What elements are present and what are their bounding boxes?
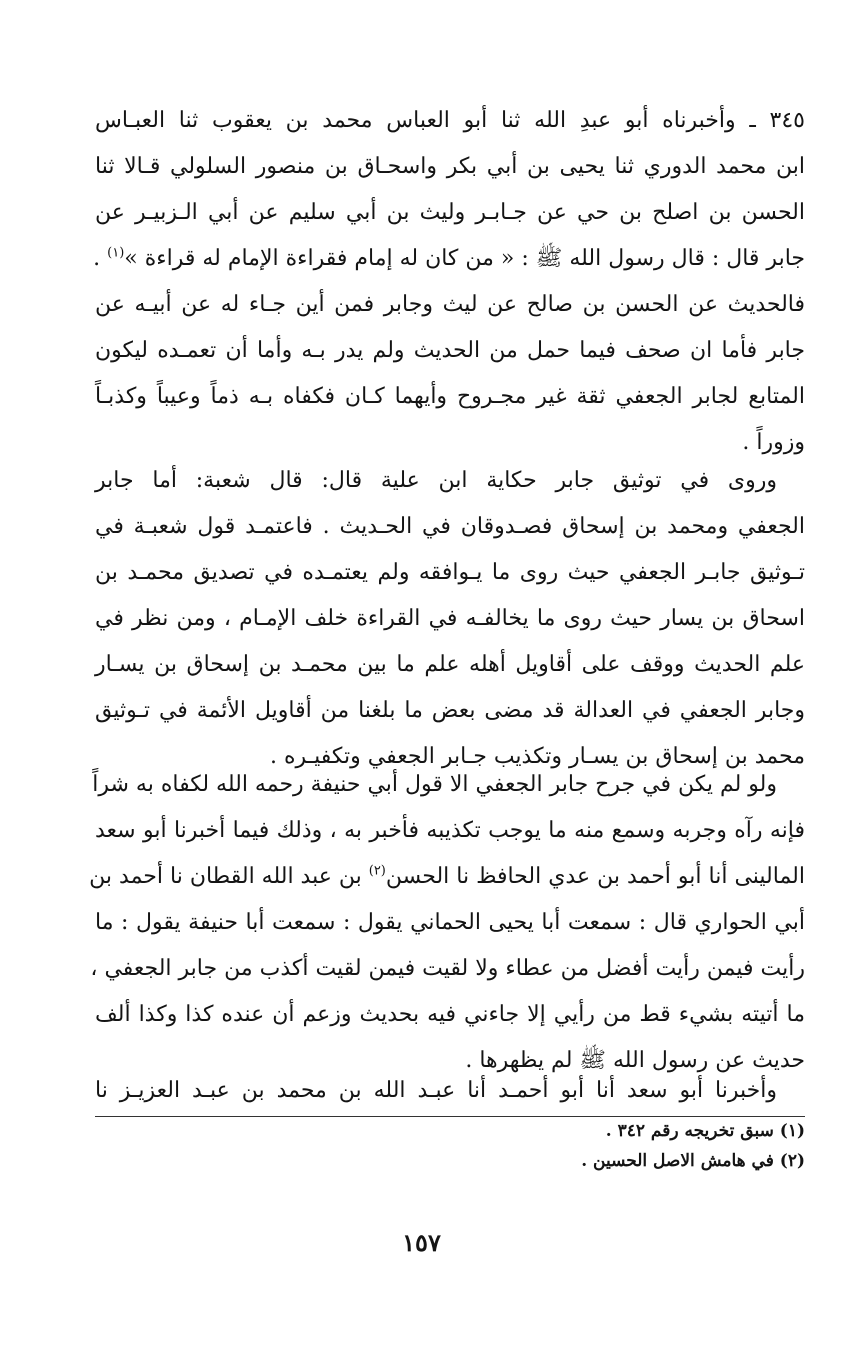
footnote-2: (٢) في هامش الاصل الحسين .	[581, 1151, 805, 1171]
chain-text-cont: بن عبد الله القطان نا أحمد بن	[89, 864, 369, 889]
text-line: الجعفي ومحمد بن إسحاق فصـدوقان في الحـديث . فاعتمـد قول شعبـة في	[95, 514, 805, 539]
text-line: فالحديث عن الحسن بن صالح عن ليث وجابر فمن أين جـاء له عن أبيـه عن	[95, 292, 805, 317]
text-line: ما أتيته بشيء قط من رأيي إلا جاءني فيه بحديث وزعم أن عنده كذا وكذا ألف	[95, 1002, 805, 1027]
text-line: وزوراً .	[742, 430, 805, 455]
text-line: رأيت فيمن رأيت أفضل من عطاء ولا لقيت فيمن لقيت أكذب من جابر الجعفي ،	[90, 956, 805, 981]
text-line: وجابر الجعفي في العدالة قد مضى بعض ما بلغنا من أقاويل الأئمة في تـوثيق	[95, 698, 805, 723]
text-line: المتابع لجابر الجعفي ثقة غير مجـروح وأيهما كـان فكفاه بـه ذماً وعيباً وكذبـاً	[95, 384, 805, 409]
text-line	[89, 854, 805, 900]
text-line: أبي الحواري قال : سمعت أبا يحيى الحماني يقول : سمعت أبا حنيفة يقول : ما	[95, 910, 805, 935]
text-line: حديث عن رسول الله ﷺ لم يظهرها .	[465, 1048, 805, 1073]
hadith-345	[95, 98, 805, 466]
text-line: علم الحديث ووقف على أقاويل أهله علم ما بين محمـد بن إسحاق بن يسـار	[95, 652, 805, 677]
text-line: اسحاق بن يسار حيث روى ما يخالفـه في القراءة خلف الإمـام ، ومن نظر في	[95, 606, 805, 631]
chain-text: المالينى أنا أبو أحمد بن عدي الحافظ نا الحسن	[385, 864, 805, 889]
paragraph-abu-hanifa	[89, 762, 805, 1084]
text-line: جابر فأما ان صحف فيما حمل من الحديث ولم يدر بـه وأما أن تعمـده ليكون	[95, 338, 805, 363]
hadith-end: .	[93, 246, 108, 271]
text-line: الحسن بن اصلح بن حي عن جـابـر وليث بن أبي سليم عن أبي الـزبيـر عن	[95, 200, 805, 225]
hadith-text: جابر قال : قال رسول الله ﷺ : « من كان له إمام فقراءة الإمام له قراءة »	[124, 246, 805, 271]
text-line: تـوثيق جابـر الجعفي حيث روى ما يـوافقه ولم يعتمـده في تصديق محمـد بن	[95, 560, 805, 585]
text-line: فإنه رآه وجربه وسمع منه ما يوجب تكذيبه فأخبر به ، وذلك فيما أخبرنا أبو سعد	[95, 818, 805, 843]
text-line: وأخبرنا أبو سعد أنا أبو أحمـد أنا عبـد الله بن محمد بن عبـد العزيـز نا	[95, 1078, 777, 1103]
text-line: ابن محمد الدوري ثنا يحيى بن أبي بكر واسحـاق بن منصور السلولي قـالا ثنا	[95, 154, 805, 179]
text-line: وروى في توثيق جابر حكاية ابن علية قال: قال شعبة: أما جابر	[95, 468, 777, 493]
text-line: ٣٤٥ ـ وأخبرناه أبو عبدِ الله ثنا أبو العباس محمد بن يعقوب ثنا العبـاس	[95, 108, 805, 133]
paragraph-last	[95, 1068, 805, 1114]
paragraph-shuba	[95, 458, 805, 780]
footnote-ref-2: (٢)	[368, 863, 386, 879]
footnotes	[95, 1116, 805, 1176]
text-line: محمد بن إسحاق بن يسـار وتكذيب جـابر الجعفي وتكفيـره .	[269, 744, 805, 769]
text-line: ولو لم يكن في جرح جابر الجعفي الا قول أبي حنيفة رحمه الله لكفاه به شراً	[92, 772, 777, 797]
footnote-ref-1: (١)	[107, 245, 125, 261]
text-line	[95, 236, 805, 282]
footnote-1: (١) سبق تخريجه رقم ٣٤٢ .	[605, 1121, 805, 1141]
page-number: ١٥٧	[402, 1228, 441, 1257]
